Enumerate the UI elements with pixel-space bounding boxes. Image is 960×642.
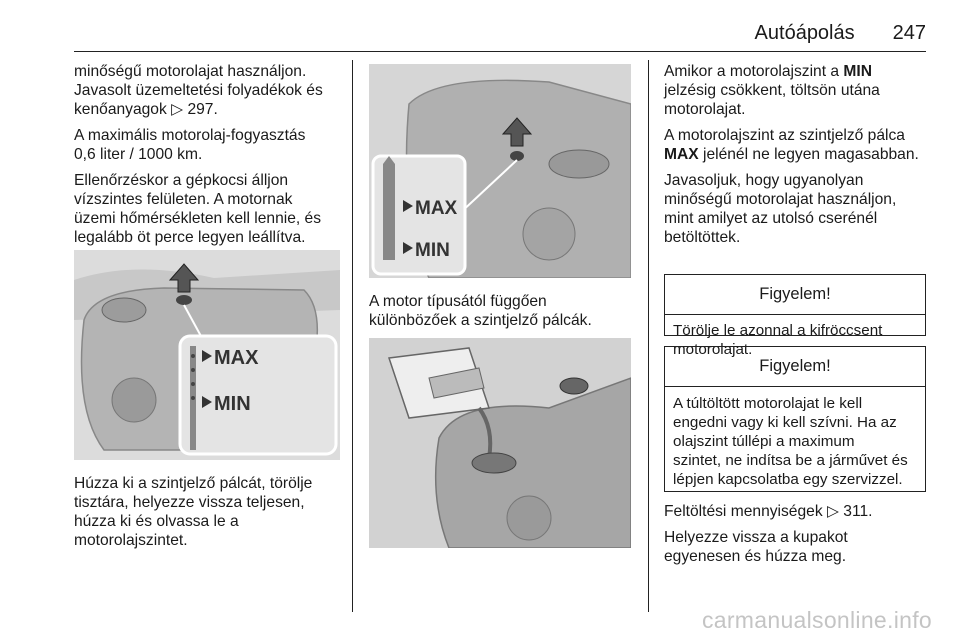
paragraph: Ellenőrzéskor a gépkocsi álljon vízszintes felületen. A motornak üzemi hőmérsékleten kell lennie, és legalább öt perce legyen leállítva. [74,172,322,246]
paragraph: Húzza ki a szintjelző pálcát, törölje tisztára, helyezze vissza teljesen, húzza ki és olvassa le a motorolajszintet. [74,475,313,549]
left-column [74,62,344,254]
middle-column-caption [369,292,639,337]
min-label: MIN [415,240,450,261]
page-reference[interactable]: 297. [187,101,218,118]
warning-box-1-frame [664,274,926,336]
warning-body: Törölje le azonnal a kifröccsent motorolajat. [673,322,883,358]
watermark: carmanualsonline.info [701,607,932,633]
paragraph: A motor típusától függően különbözőek a szintjelző pálcák. [369,293,592,329]
warning-box-2 [664,346,926,492]
page-header [74,22,926,52]
paragraph: Javasoljuk, hogy ugyanolyan minőségű motorolajat használjon, mint amilyet az utolsó cserénél betöltöttek. [664,172,897,246]
left-column-lower [74,474,344,557]
paragraph: A motorolajszint az szintjelző pálca MAX jelénél ne legyen magasabban. [664,127,919,163]
paragraph: Amikor a motorolajszint a MIN jelzésig csökkent, töltsön utána motorolajat. [664,63,880,118]
reference-arrow-icon: ▷ [826,503,844,520]
min-label: MIN [214,393,251,415]
page-reference[interactable]: 311. [843,503,873,520]
page-number: 247 [892,22,926,44]
paragraph: minőségű motorolajat használjon. Javasolt üzemeltetési folyadékok és kenőanyagok ▷ 297. [74,63,323,118]
max-label: MAX [415,198,458,219]
right-column-lower [664,502,934,573]
column-divider [648,60,649,612]
warning-title: Figyelem! [665,347,925,387]
paragraph: Feltöltési mennyiségek ▷ 311. [664,503,873,520]
warning-title: Figyelem! [665,275,925,315]
page-title: Autóápolás [754,22,855,44]
column-divider [352,60,353,612]
reference-arrow-icon: ▷ [171,101,188,118]
paragraph: A maximális motorolaj-fogyasztás 0,6 liter / 1000 km. [74,127,306,163]
warning-body: A túltöltött motorolajat le kell engedni vagy ki kell szívni. Ha az olajszint túllépi a maximum szintet, ne indítsa be a járművet és lépjen kapcsolatba egy szervizzel. [673,395,908,488]
paragraph: Helyezze vissza a kupakot egyenesen és húzza meg. [664,529,848,565]
dipstick-illustration-1 [74,250,340,460]
right-column [664,62,934,254]
oil-filling-illustration [369,338,631,548]
dipstick-illustration-2 [369,64,631,278]
max-label: MAX [214,347,259,369]
